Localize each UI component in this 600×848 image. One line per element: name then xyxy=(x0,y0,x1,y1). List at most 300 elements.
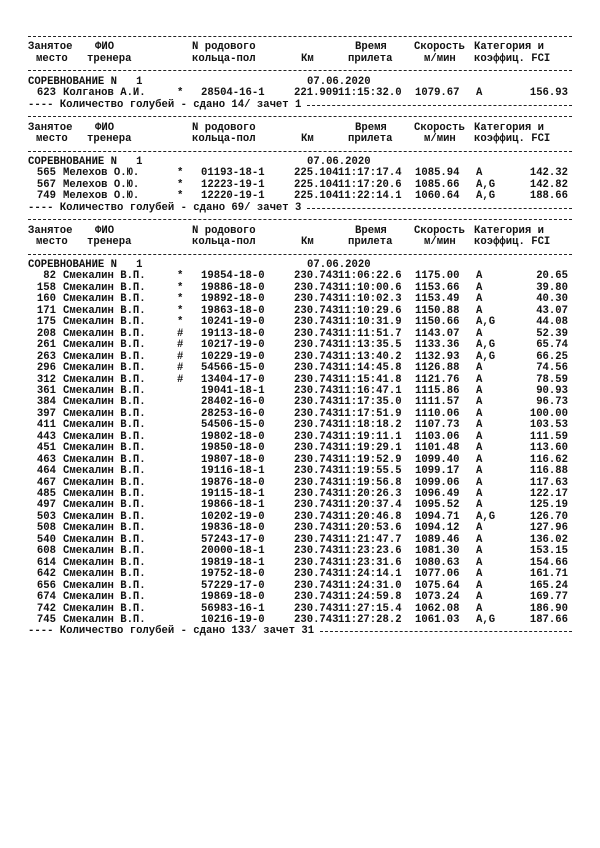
trainer-name: Смекалин В.П. xyxy=(63,396,146,409)
arrival-time: 11:13:35.5 xyxy=(338,339,402,352)
divider xyxy=(28,151,572,152)
category: A xyxy=(476,87,483,100)
speed: 1085.66 xyxy=(415,178,460,191)
speed: 1094.12 xyxy=(415,522,460,535)
speed: 1111.57 xyxy=(415,396,460,409)
distance-km: 230.743 xyxy=(294,442,339,455)
speed: 1107.73 xyxy=(415,419,460,432)
result-row xyxy=(0,340,600,351)
header-place: Занятое xyxy=(28,121,73,134)
ring-number: 57243-17-0 xyxy=(201,533,265,546)
trainer-name: Смекалин В.П. xyxy=(63,430,146,443)
distance-km: 230.743 xyxy=(294,270,339,283)
competition-label: СОРЕВНОВАНИЕ N 1 xyxy=(28,259,143,271)
header-mmin: м/мин xyxy=(424,236,456,249)
divider xyxy=(28,36,572,37)
trainer-name: Смекалин В.П. xyxy=(63,281,146,294)
category: A xyxy=(476,556,483,569)
fci-coefficient: 103.53 xyxy=(529,419,568,432)
arrival-time: 11:27:15.4 xyxy=(338,602,402,615)
ring-number: 19886-18-0 xyxy=(201,281,265,294)
category: A xyxy=(476,430,483,443)
trainer-name: Мелехов О.Ю. xyxy=(63,190,140,203)
arrival-time: 11:17:17.4 xyxy=(338,167,402,180)
fci-coefficient: 116.62 xyxy=(529,453,568,466)
arrival-time: 11:20:26.3 xyxy=(338,488,402,500)
speed: 1062.08 xyxy=(415,602,460,615)
summary-text: ---- Количество голубей - сдано 14/ зачет 1 xyxy=(28,98,302,111)
race-date: 07.06.2020 xyxy=(307,155,371,168)
fci-coefficient: 142.32 xyxy=(529,167,568,180)
summary-row xyxy=(0,203,600,214)
header-arrival: прилета xyxy=(348,236,393,249)
distance-km: 230.743 xyxy=(294,510,339,523)
fci-coefficient: 154.66 xyxy=(529,556,568,569)
header-place: Занятое xyxy=(28,41,73,54)
trainer-name: Смекалин В.П. xyxy=(63,373,146,386)
trainer-name: Смекалин В.П. xyxy=(63,293,146,306)
result-row xyxy=(0,546,600,557)
ring-number: 01193-18-1 xyxy=(201,167,265,180)
header-name: ФИО xyxy=(95,121,115,134)
mark: # xyxy=(177,373,184,386)
distance-km: 230.743 xyxy=(294,327,339,340)
ring-number: 57229-17-0 xyxy=(201,579,265,592)
fci-coefficient: 66.25 xyxy=(536,350,568,363)
place: 175 xyxy=(36,316,56,329)
mark: * xyxy=(177,178,184,191)
result-row xyxy=(0,88,600,99)
place: 467 xyxy=(36,476,56,489)
ring-number: 19113-18-0 xyxy=(201,327,265,340)
category: A xyxy=(476,281,483,294)
fci-coefficient: 90.93 xyxy=(536,384,568,397)
speed: 1095.52 xyxy=(415,499,460,512)
trainer-name: Смекалин В.П. xyxy=(63,510,146,523)
mark: # xyxy=(177,327,184,340)
divider xyxy=(28,70,572,71)
distance-km: 230.743 xyxy=(294,499,339,512)
fci-coefficient: 156.93 xyxy=(529,87,568,100)
distance-km: 230.743 xyxy=(294,465,339,478)
arrival-time: 11:20:46.8 xyxy=(338,510,402,523)
ring-number: 19802-18-0 xyxy=(201,430,265,443)
trainer-name: Смекалин В.П. xyxy=(63,613,146,626)
block-rule xyxy=(0,214,600,225)
ring-number: 10241-19-0 xyxy=(201,316,265,329)
fci-coefficient: 122.17 xyxy=(529,488,568,500)
summary-dash xyxy=(307,208,572,209)
place: 261 xyxy=(36,339,56,352)
summary-text: ---- Количество голубей - сдано 69/ зачет 3 xyxy=(28,201,302,214)
category: A xyxy=(476,419,483,432)
ring-number: 19041-18-1 xyxy=(201,384,265,397)
arrival-time: 11:19:55.5 xyxy=(338,465,402,478)
trainer-name: Смекалин В.П. xyxy=(63,362,146,375)
speed: 1132.93 xyxy=(415,350,460,363)
trainer-name: Смекалин В.П. xyxy=(63,407,146,420)
result-row xyxy=(0,317,600,328)
result-row xyxy=(0,443,600,454)
distance-km: 230.743 xyxy=(294,568,339,581)
distance-km: 230.743 xyxy=(294,419,339,432)
fci-coefficient: 44.08 xyxy=(536,316,568,329)
header-time: Время xyxy=(355,41,387,54)
ring-number: 19876-18-0 xyxy=(201,476,265,489)
header-arrival: прилета xyxy=(348,133,393,146)
mark: * xyxy=(177,167,184,180)
place: 463 xyxy=(36,453,56,466)
category: A,G xyxy=(476,613,496,626)
fci-coefficient: 127.96 xyxy=(529,522,568,535)
ring-number: 28504-16-1 xyxy=(201,87,265,100)
header-arrival: прилета xyxy=(348,52,393,65)
header-speed: Скорость xyxy=(414,41,465,54)
category: A xyxy=(476,373,483,386)
arrival-time: 11:22:14.1 xyxy=(338,190,402,203)
ring-number: 10217-19-0 xyxy=(201,339,265,352)
speed: 1077.06 xyxy=(415,568,460,581)
header-time: Время xyxy=(355,224,387,237)
place: 397 xyxy=(36,407,56,420)
speed: 1060.64 xyxy=(415,190,460,203)
ring-number: 19819-18-1 xyxy=(201,556,265,569)
ring-number: 12223-19-1 xyxy=(201,178,265,191)
distance-km: 230.743 xyxy=(294,396,339,409)
divider xyxy=(28,254,572,255)
mark: * xyxy=(177,270,184,283)
category: A,G xyxy=(476,178,496,191)
speed: 1099.17 xyxy=(415,465,460,478)
category: A xyxy=(476,270,483,283)
speed: 1110.06 xyxy=(415,407,460,420)
ring-number: 19752-18-0 xyxy=(201,568,265,581)
trainer-name: Смекалин В.П. xyxy=(63,579,146,592)
place: 497 xyxy=(36,499,56,512)
distance-km: 221.909 xyxy=(294,87,339,100)
mark: * xyxy=(177,316,184,329)
ring-number: 19115-18-1 xyxy=(201,488,265,500)
ring-number: 54566-15-0 xyxy=(201,362,265,375)
category: A xyxy=(476,384,483,397)
arrival-time: 11:10:02.3 xyxy=(338,293,402,306)
result-row xyxy=(0,363,600,374)
trainer-name: Смекалин В.П. xyxy=(63,568,146,581)
divider xyxy=(28,116,572,117)
place: 464 xyxy=(36,465,56,478)
arrival-time: 11:19:29.1 xyxy=(338,442,402,455)
header-trainer: тренера xyxy=(87,236,132,249)
ring-number: 19869-18-0 xyxy=(201,591,265,604)
trainer-name: Смекалин В.П. xyxy=(63,419,146,432)
place: 742 xyxy=(36,602,56,615)
category: A xyxy=(476,407,483,420)
distance-km: 230.743 xyxy=(294,453,339,466)
fci-coefficient: 96.73 xyxy=(536,396,568,409)
place: 485 xyxy=(36,488,56,500)
place: 749 xyxy=(36,190,56,203)
ring-number: 10202-19-0 xyxy=(201,510,265,523)
arrival-time: 11:10:31.9 xyxy=(338,316,402,329)
speed: 1094.71 xyxy=(415,510,460,523)
header-category: Категория и xyxy=(474,121,544,134)
ring-number: 19850-18-0 xyxy=(201,442,265,455)
place: 171 xyxy=(36,304,56,317)
header-ring: N родового xyxy=(192,41,256,54)
ring-number: 28402-16-0 xyxy=(201,396,265,409)
trainer-name: Мелехов О.Ю. xyxy=(63,178,140,191)
fci-coefficient: 74.56 xyxy=(536,362,568,375)
distance-km: 230.743 xyxy=(294,579,339,592)
mark: * xyxy=(177,281,184,294)
fci-coefficient: 111.59 xyxy=(529,430,568,443)
place: 443 xyxy=(36,430,56,443)
arrival-time: 11:13:40.2 xyxy=(338,350,402,363)
fci-coefficient: 142.82 xyxy=(529,178,568,191)
fci-coefficient: 40.30 xyxy=(536,293,568,306)
arrival-time: 11:19:56.8 xyxy=(338,476,402,489)
place: 614 xyxy=(36,556,56,569)
category: A,G xyxy=(476,350,496,363)
header-fci: коэффиц. FCI xyxy=(474,133,551,146)
fci-coefficient: 136.02 xyxy=(529,533,568,546)
distance-km: 230.743 xyxy=(294,281,339,294)
ring-number: 19854-18-0 xyxy=(201,270,265,283)
place: 361 xyxy=(36,384,56,397)
distance-km: 230.743 xyxy=(294,316,339,329)
distance-km: 225.104 xyxy=(294,167,339,180)
category: A xyxy=(476,304,483,317)
fci-coefficient: 188.66 xyxy=(529,190,568,203)
arrival-time: 11:20:53.6 xyxy=(338,522,402,535)
distance-km: 230.743 xyxy=(294,476,339,489)
header-place-2: место xyxy=(36,133,68,146)
arrival-time: 11:24:14.1 xyxy=(338,568,402,581)
arrival-time: 11:15:41.8 xyxy=(338,373,402,386)
fci-coefficient: 116.88 xyxy=(529,465,568,478)
category: A xyxy=(476,579,483,592)
category: A xyxy=(476,396,483,409)
place: 540 xyxy=(36,533,56,546)
category: A,G xyxy=(476,190,496,203)
place: 82 xyxy=(43,270,56,283)
fci-coefficient: 52.39 xyxy=(536,327,568,340)
category: A xyxy=(476,293,483,306)
race-date: 07.06.2020 xyxy=(307,75,371,88)
header-place-2: место xyxy=(36,52,68,65)
header-ring-2: кольца-пол xyxy=(192,236,256,249)
distance-km: 230.743 xyxy=(294,602,339,615)
speed: 1079.67 xyxy=(415,87,460,100)
trainer-name: Смекалин В.П. xyxy=(63,339,146,352)
distance-km: 230.743 xyxy=(294,304,339,317)
ring-number: 20000-18-1 xyxy=(201,545,265,558)
speed: 1101.48 xyxy=(415,442,460,455)
category: A xyxy=(476,167,483,180)
category: A xyxy=(476,591,483,604)
speed: 1153.66 xyxy=(415,281,460,294)
arrival-time: 11:23:31.6 xyxy=(338,556,402,569)
result-row xyxy=(0,592,600,603)
distance-km: 230.743 xyxy=(294,488,339,500)
distance-km: 230.743 xyxy=(294,350,339,363)
distance-km: 230.743 xyxy=(294,362,339,375)
header-km: Км xyxy=(301,133,314,146)
trainer-name: Смекалин В.П. xyxy=(63,556,146,569)
place: 656 xyxy=(36,579,56,592)
category: A xyxy=(476,522,483,535)
fci-coefficient: 65.74 xyxy=(536,339,568,352)
header-name: ФИО xyxy=(95,224,115,237)
category: A xyxy=(476,545,483,558)
category: A xyxy=(476,362,483,375)
result-row xyxy=(0,569,600,580)
fci-coefficient: 161.71 xyxy=(529,568,568,581)
place: 503 xyxy=(36,510,56,523)
category: A xyxy=(476,476,483,489)
header-row-2 xyxy=(0,134,600,145)
ring-number: 19863-18-0 xyxy=(201,304,265,317)
trainer-name: Смекалин В.П. xyxy=(63,545,146,558)
place: 411 xyxy=(36,419,56,432)
trainer-name: Смекалин В.П. xyxy=(63,350,146,363)
trainer-name: Смекалин В.П. xyxy=(63,270,146,283)
arrival-time: 11:17:20.6 xyxy=(338,178,402,191)
place: 160 xyxy=(36,293,56,306)
fci-coefficient: 39.80 xyxy=(536,281,568,294)
header-ring-2: кольца-пол xyxy=(192,52,256,65)
mark: * xyxy=(177,87,184,100)
category: A xyxy=(476,488,483,500)
place: 384 xyxy=(36,396,56,409)
trainer-name: Мелехов О.Ю. xyxy=(63,167,140,180)
speed: 1153.49 xyxy=(415,293,460,306)
place: 451 xyxy=(36,442,56,455)
arrival-time: 11:14:45.8 xyxy=(338,362,402,375)
speed: 1096.49 xyxy=(415,488,460,500)
header-mmin: м/мин xyxy=(424,52,456,65)
trainer-name: Смекалин В.П. xyxy=(63,602,146,615)
distance-km: 230.743 xyxy=(294,384,339,397)
fci-coefficient: 187.66 xyxy=(529,613,568,626)
arrival-time: 11:23:23.6 xyxy=(338,545,402,558)
speed: 1081.30 xyxy=(415,545,460,558)
category: A xyxy=(476,568,483,581)
fci-coefficient: 43.07 xyxy=(536,304,568,317)
speed: 1150.88 xyxy=(415,304,460,317)
fci-coefficient: 126.70 xyxy=(529,510,568,523)
arrival-time: 11:16:47.1 xyxy=(338,384,402,397)
summary-row xyxy=(0,100,600,111)
summary-text: ---- Количество голубей - сдано 133/ зачет 31 xyxy=(28,625,315,638)
arrival-time: 11:19:52.9 xyxy=(338,453,402,466)
place: 208 xyxy=(36,327,56,340)
mark: * xyxy=(177,190,184,203)
fci-coefficient: 100.00 xyxy=(529,407,568,420)
speed: 1150.66 xyxy=(415,316,460,329)
distance-km: 230.743 xyxy=(294,522,339,535)
category: A xyxy=(476,465,483,478)
trainer-name: Смекалин В.П. xyxy=(63,499,146,512)
arrival-time: 11:15:32.0 xyxy=(338,87,402,100)
trainer-name: Смекалин В.П. xyxy=(63,304,146,317)
ring-number: 10229-19-0 xyxy=(201,350,265,363)
arrival-time: 11:21:47.7 xyxy=(338,533,402,546)
ring-number: 19892-18-0 xyxy=(201,293,265,306)
header-place: Занятое xyxy=(28,224,73,237)
header-ring: N родового xyxy=(192,121,256,134)
ring-number: 19836-18-0 xyxy=(201,522,265,535)
speed: 1121.76 xyxy=(415,373,460,386)
trainer-name: Смекалин В.П. xyxy=(63,442,146,455)
block-rule xyxy=(0,111,600,122)
fci-coefficient: 113.60 xyxy=(529,442,568,455)
place: 565 xyxy=(36,167,56,180)
place: 263 xyxy=(36,350,56,363)
header-ring: N родового xyxy=(192,224,256,237)
speed: 1061.03 xyxy=(415,613,460,626)
place: 674 xyxy=(36,591,56,604)
ring-number: 54506-15-0 xyxy=(201,419,265,432)
arrival-time: 11:24:59.8 xyxy=(338,591,402,604)
category: A xyxy=(476,442,483,455)
summary-row xyxy=(0,626,600,637)
arrival-time: 11:17:35.0 xyxy=(338,396,402,409)
category: A xyxy=(476,327,483,340)
speed: 1080.63 xyxy=(415,556,460,569)
place: 508 xyxy=(36,522,56,535)
distance-km: 230.743 xyxy=(294,591,339,604)
place: 608 xyxy=(36,545,56,558)
header-km: Км xyxy=(301,236,314,249)
speed: 1175.00 xyxy=(415,270,460,283)
header-mmin: м/мин xyxy=(424,133,456,146)
summary-dash xyxy=(320,631,572,632)
arrival-time: 11:20:37.4 xyxy=(338,499,402,512)
competition-label: СОРЕВНОВАНИЕ N 1 xyxy=(28,75,143,88)
speed: 1133.36 xyxy=(415,339,460,352)
header-speed: Скорость xyxy=(414,224,465,237)
fci-coefficient: 186.90 xyxy=(529,602,568,615)
trainer-name: Смекалин В.П. xyxy=(63,453,146,466)
ring-number: 19116-18-1 xyxy=(201,465,265,478)
header-fci: коэффиц. FCI xyxy=(474,236,551,249)
arrival-time: 11:19:11.1 xyxy=(338,430,402,443)
category: A xyxy=(476,602,483,615)
divider xyxy=(28,219,572,220)
trainer-name: Смекалин В.П. xyxy=(63,384,146,397)
header-km: Км xyxy=(301,52,314,65)
category: A xyxy=(476,499,483,512)
fci-coefficient: 169.77 xyxy=(529,591,568,604)
header-row-2 xyxy=(0,237,600,248)
distance-km: 230.743 xyxy=(294,430,339,443)
header-row-2 xyxy=(0,54,600,65)
arrival-time: 11:17:51.9 xyxy=(338,407,402,420)
arrival-time: 11:06:22.6 xyxy=(338,270,402,283)
place: 567 xyxy=(36,178,56,191)
place: 312 xyxy=(36,373,56,386)
arrival-time: 11:10:00.6 xyxy=(338,281,402,294)
trainer-name: Смекалин В.П. xyxy=(63,316,146,329)
distance-km: 230.743 xyxy=(294,339,339,352)
speed: 1143.07 xyxy=(415,327,460,340)
distance-km: 230.743 xyxy=(294,613,339,626)
mark: * xyxy=(177,304,184,317)
arrival-time: 11:10:29.6 xyxy=(338,304,402,317)
place: 296 xyxy=(36,362,56,375)
distance-km: 230.743 xyxy=(294,407,339,420)
